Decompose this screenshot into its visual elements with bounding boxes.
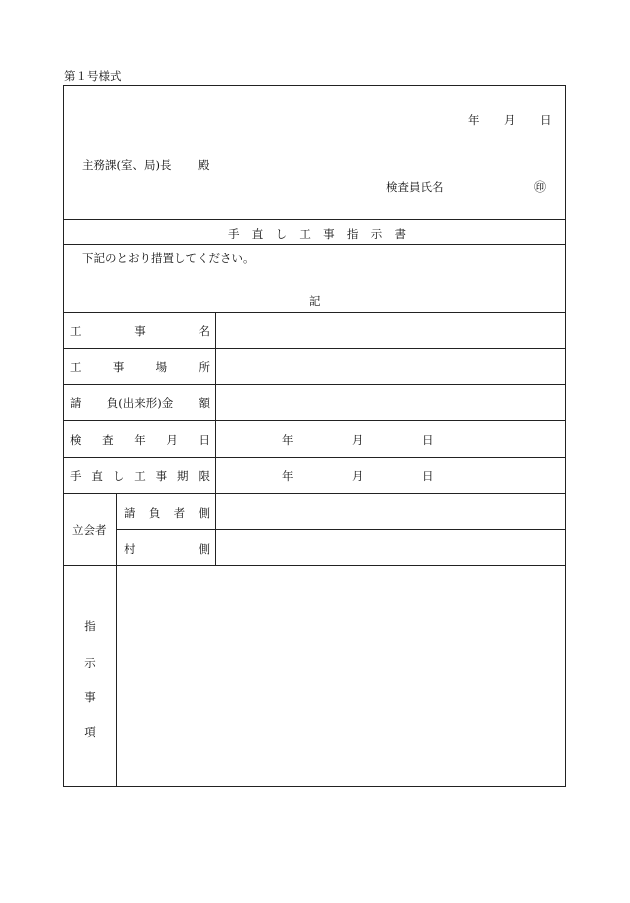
correction-deadline-label-char: 限	[198, 469, 210, 483]
field-contract-amount[interactable]	[216, 384, 566, 420]
project-name-label-char: 名	[198, 324, 210, 338]
header-date-year: 年	[468, 113, 480, 127]
correction-deadline-month: 月	[352, 469, 364, 483]
document-title-char: 手	[228, 227, 240, 241]
correction-deadline-label-char: し	[112, 469, 125, 483]
instructions-label-4: 項	[84, 725, 96, 739]
contractor-side-label-char: 請	[124, 506, 136, 520]
label-witness: 立会者	[72, 523, 107, 537]
document-title-char: し	[275, 227, 288, 241]
label-village-side	[124, 541, 210, 557]
divider-column-main	[215, 312, 216, 565]
correction-deadline-day: 日	[422, 469, 434, 483]
addressee: 主務課(室、局)長	[82, 158, 172, 172]
village-side-label-char: 側	[198, 542, 210, 556]
document-title-char: 直	[251, 227, 264, 241]
field-contractor-side[interactable]	[216, 493, 566, 529]
project-location-label-char: 場	[155, 360, 168, 374]
form-number: 第１号様式	[64, 69, 122, 83]
seal-mark: ㊞	[534, 180, 547, 194]
field-correction-deadline[interactable]	[216, 468, 566, 484]
field-village-side[interactable]	[216, 529, 566, 565]
document-title-char: 指	[346, 227, 359, 241]
correction-deadline-label-char: 期	[177, 469, 189, 483]
contractor-side-label-char: 側	[198, 506, 210, 520]
instructions-label-2: 示	[84, 656, 96, 670]
contract-amount-label-char: 額	[198, 396, 210, 410]
inspection-date-label-char: 検	[70, 433, 82, 447]
field-project-location[interactable]	[216, 348, 566, 384]
divider-title	[64, 244, 565, 245]
project-location-label-char: 事	[112, 360, 125, 374]
correction-deadline-label-char: 直	[91, 469, 103, 483]
field-project-name[interactable]	[216, 312, 566, 348]
correction-deadline-label-char: 工	[134, 469, 146, 483]
inspection-date-label-char: 査	[102, 433, 114, 447]
inspection-date-label-char: 月	[166, 433, 178, 447]
instructions-label-3: 事	[84, 690, 96, 704]
correction-deadline-year: 年	[282, 469, 294, 483]
label-correction-deadline	[70, 468, 210, 484]
correction-deadline-label-char: 手	[70, 469, 82, 483]
divider-header	[64, 219, 565, 220]
project-name-label-char: 工	[70, 324, 82, 338]
project-name-label-char: 事	[134, 324, 146, 338]
inspector-name-label: 検査員氏名	[386, 180, 444, 194]
project-location-label-char: 工	[70, 360, 82, 374]
header-date	[64, 112, 565, 128]
correction-deadline-label-char: 事	[155, 469, 168, 483]
document-title	[228, 226, 406, 242]
inspection-date-month: 月	[352, 433, 364, 447]
inspection-date-label-char: 年	[134, 433, 146, 447]
contract-amount-label-char: 負(出来形)金	[106, 396, 174, 410]
header-date-day: 日	[540, 113, 552, 127]
label-contract-amount	[70, 395, 210, 411]
field-instructions[interactable]	[117, 566, 565, 786]
form-box	[63, 85, 566, 787]
ki-text: 記	[309, 294, 321, 308]
document-title-char: 工	[299, 227, 311, 241]
contractor-side-label-char: 負	[148, 506, 161, 520]
contractor-side-label-char: 者	[173, 506, 186, 520]
project-location-label-char: 所	[198, 360, 210, 374]
document-title-char: 示	[370, 227, 383, 241]
contract-amount-label-char: 請	[70, 396, 82, 410]
inspection-date-year: 年	[282, 433, 294, 447]
inspection-date-day: 日	[422, 433, 434, 447]
document-title-char: 書	[394, 227, 406, 241]
label-project-name	[70, 323, 210, 339]
village-side-label-char: 村	[124, 542, 136, 556]
label-contractor-side	[124, 505, 210, 521]
divider-row3	[64, 420, 565, 421]
label-inspection-date	[70, 432, 210, 448]
divider-row4	[64, 457, 565, 458]
honorific: 殿	[198, 158, 210, 172]
document-title-char: 事	[323, 227, 335, 241]
instructions-label-1: 指	[84, 619, 96, 633]
inspection-date-label-char: 日	[198, 433, 210, 447]
field-inspection-date[interactable]	[216, 432, 566, 448]
header-date-month: 月	[504, 113, 516, 127]
label-project-location	[70, 359, 210, 375]
instruction-text: 下記のとおり措置してください。	[82, 251, 255, 265]
